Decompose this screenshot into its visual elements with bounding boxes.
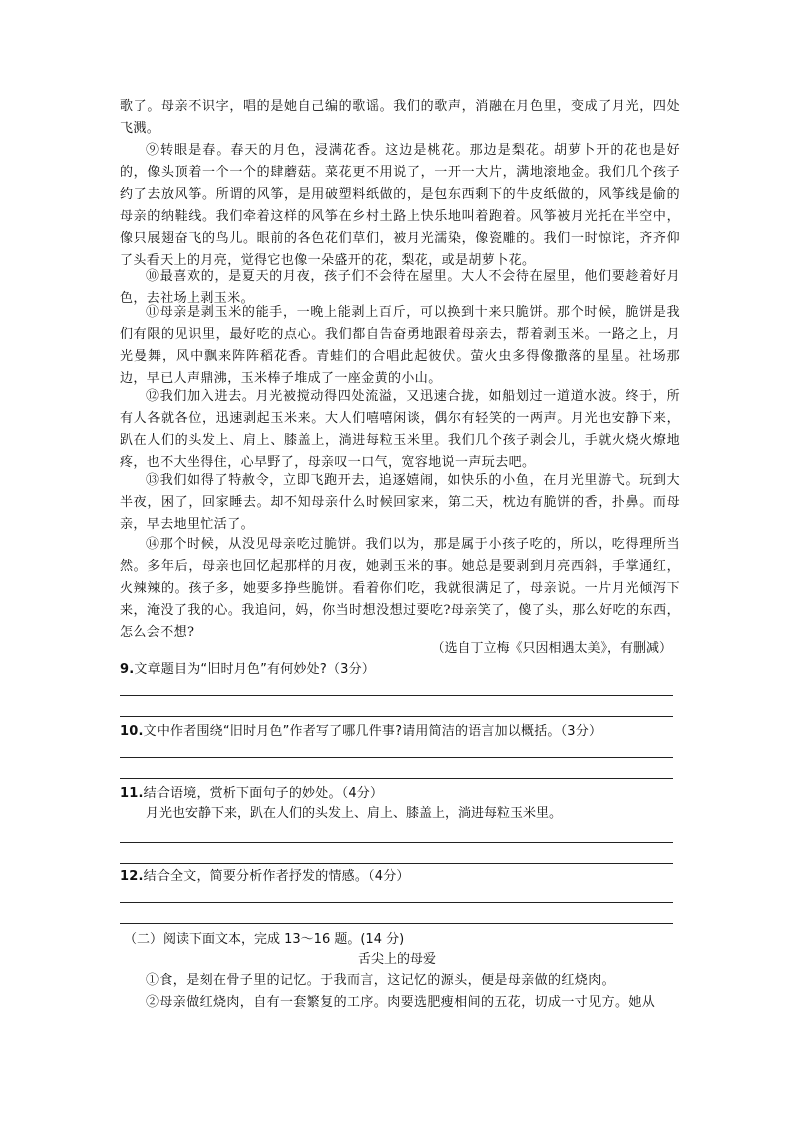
paragraph-12: ⑫我们加入进去。月光被搅动得四处流溢，又迅速合拢，如船划过一道道水波。终于，所有人各就各位，迅速剥起玉米来。大人们嘻嘻闲谈，偶尔有轻笑的一两声。月光也安静下来，趴在人们的头发上、肩上、膝盖上，淌进每粒玉米里。我们几个孩子剥会儿，手就火烧火燎地疼，也不大坐得住，心早野了，母亲叹一口气，宽容地说一声玩去吧。 — [120, 389, 680, 470]
paragraph-11: ⑪母亲是剥玉米的能手，一晚上能剥上百斤，可以换到十来只脆饼。那个时候，脆饼是我们有限的见识里，最好吃的点心。我们都自告奋勇地跟着母亲去，帮着剥玉米。一路之上，月光曼舞，风中飘来阵阵稻花香。青蛙们的合唱此起彼伏。萤火虫多得像撒落的星星。社场那边，早已人声鼎沸，玉米棒子堆成了一座金黄的小山。 — [120, 305, 680, 386]
quoted-sentence: 月光也安静下来，趴在人们的头发上、肩上、膝盖上，淌进每粒玉米里。 — [146, 806, 563, 821]
answer-line[interactable] — [120, 902, 673, 903]
question-number: 11. — [120, 786, 144, 801]
question-number: 10. — [120, 724, 144, 739]
answer-line[interactable] — [120, 923, 673, 924]
question-text: 结合语境，赏析下面句子的妙处。（4分） — [143, 786, 384, 801]
question-text: 文章题目为“旧时月色”有何妙处?（3分） — [134, 662, 376, 677]
answer-line[interactable] — [120, 778, 673, 779]
question-text: 结合全文，简要分析作者抒发的情感。（4分） — [143, 869, 410, 884]
answer-line[interactable] — [120, 757, 673, 758]
section2-paragraph-1: ①食，是刻在骨子里的记忆。于我而言，这记忆的源头，便是母亲做的红烧肉。 — [146, 973, 616, 988]
paragraph-9: ⑨转眼是春。春天的月色，浸满花香。这边是桃花。那边是梨花。胡萝卜开的花也是好的，像头顶着一个一个的肆蘑菇。菜花更不用说了，一开一大片，满地滚地金。我们几个孩子约了去放风筝。所谓的风筝，是用破塑料纸做的，是包东西剩下的牛皮纸做的，风筝线是偷的母亲的纳鞋线。我们牵着这样的风筝在乡村土路上快乐地叫着跑着。风筝被月光托在半空中，像只展翅奋飞的鸟儿。眼前的各色花们草们，被月光濡染，像瓷雕的。我们一时惊诧，齐齐仰了头看天上的月亮，觉得它也像一朵盛开的花，梨花，或是胡萝卜花。 — [120, 143, 680, 268]
answer-line[interactable] — [120, 695, 673, 696]
paragraph-13: ⑬我们如得了特赦令，立即飞跑开去，追逐嬉闹，如快乐的小鱼，在月光里游弋。玩到大半夜，困了，回家睡去。却不知母亲什么时候回家来，第二天，枕边有脆饼的香，扑鼻。而母亲，早去地里忙活了。 — [120, 473, 680, 532]
source-citation: （选自丁立梅《只因相遇太美》，有删减） — [431, 641, 672, 656]
answer-line[interactable] — [120, 716, 673, 717]
section2-paragraph-2: ②母亲做红烧肉，自有一套繁复的工序。肉要选肥瘦相间的五花，切成一寸见方。她从 — [146, 995, 656, 1010]
section-heading: （二）阅读下面文本，完成 13～16 题。(14 分) — [124, 932, 405, 947]
question-11 — [120, 784, 680, 804]
question-text: 文中作者围绕“旧时月色”作者写了哪几件事?请用简洁的语言加以概括。（3分） — [143, 724, 603, 739]
question-10 — [120, 722, 680, 742]
answer-line[interactable] — [120, 863, 673, 864]
answer-line[interactable] — [120, 842, 673, 843]
paragraph-continued: 歌了。母亲不识字，唱的是她自己编的歌谣。我们的歌声，消融在月色里，变成了月光，四处飞溅。 — [120, 99, 680, 136]
question-9 — [120, 660, 680, 680]
paragraph-10: ⑩最喜欢的，是夏天的月夜，孩子们不会待在屋里。大人不会待在屋里，他们要趁着好月色，去社场上剥玉米。 — [120, 269, 680, 306]
question-12 — [120, 867, 680, 887]
question-number: 12. — [120, 869, 144, 884]
paragraph-14: ⑭那个时候，从没见母亲吃过脆饼。我们以为，那是属于小孩子吃的，所以，吃得理所当然。多年后，母亲也回忆起那样的月夜，她剥玉米的事。她总是要剥到月亮西斜，手掌通红，火辣辣的。孩子多，她要多挣些脆饼。看着你们吃，我就很满足了，母亲说。一片月光倾泻下来，淹没了我的心。我追问，妈，你当时想没想过要吃?母亲笑了，傻了头，那么好吃的东西，怎么会不想? — [120, 537, 680, 640]
question-number: 9. — [120, 662, 135, 677]
passage-title: 舌尖上的母爱 — [357, 952, 436, 967]
